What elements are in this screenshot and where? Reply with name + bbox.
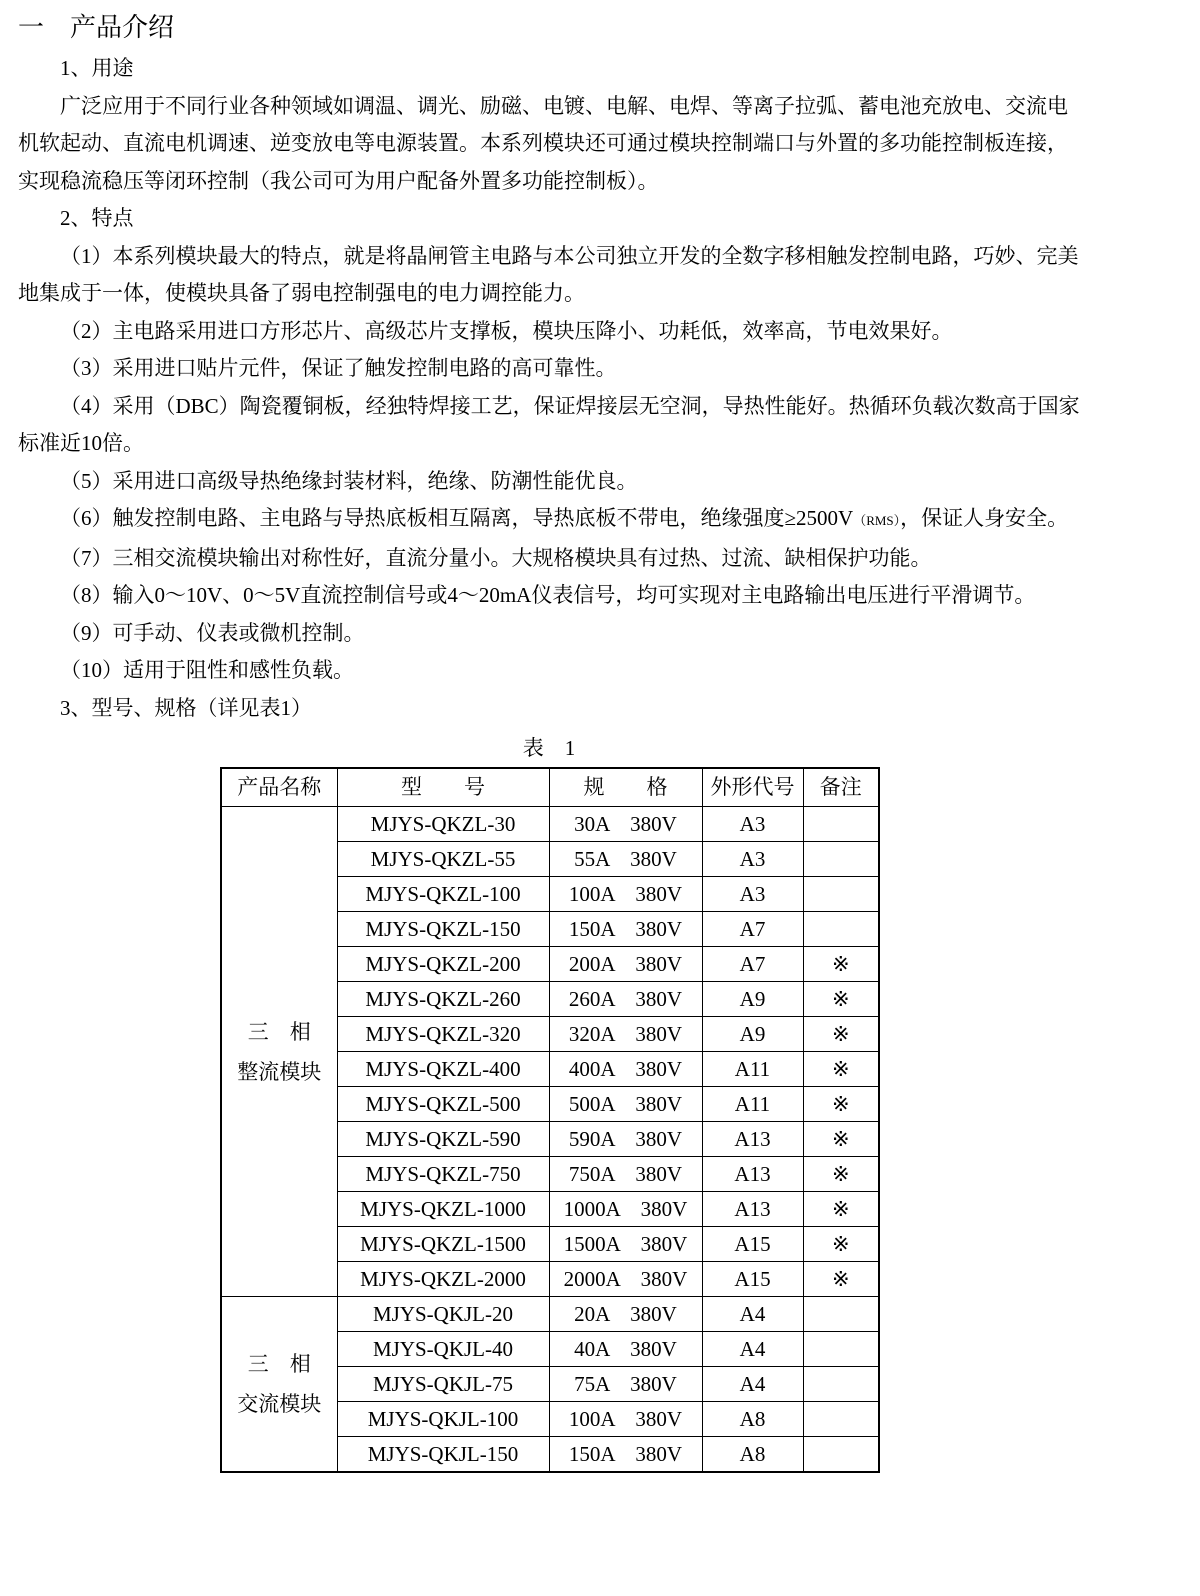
outline-code-cell: A9 bbox=[702, 982, 803, 1017]
spec-cell: 1000A 380V bbox=[549, 1192, 702, 1227]
model-cell: MJYS-QKZL-2000 bbox=[337, 1262, 549, 1297]
note-cell: ※ bbox=[803, 1017, 879, 1052]
spec-cell: 30A 380V bbox=[549, 807, 702, 842]
note-cell: ※ bbox=[803, 1087, 879, 1122]
note-cell: ※ bbox=[803, 947, 879, 982]
feature-item-5: （5）采用进口高级导热绝缘封装材料，绝缘、防潮性能优良。 bbox=[60, 468, 638, 493]
model-cell: MJYS-QKJL-40 bbox=[337, 1332, 549, 1367]
spec-cell: 75A 380V bbox=[549, 1367, 702, 1402]
spec-cell: 750A 380V bbox=[549, 1157, 702, 1192]
model-cell: MJYS-QKJL-75 bbox=[337, 1367, 549, 1402]
col-header-spec: 规 格 bbox=[549, 768, 702, 807]
outline-code-cell: A8 bbox=[702, 1437, 803, 1473]
note-cell: ※ bbox=[803, 1052, 879, 1087]
outline-code-cell: A8 bbox=[702, 1402, 803, 1437]
spec-cell: 320A 380V bbox=[549, 1017, 702, 1052]
note-cell bbox=[803, 842, 879, 877]
spec-table bbox=[220, 767, 880, 1473]
note-cell bbox=[803, 1367, 879, 1402]
feature-item-10: （10）适用于阻性和感性负载。 bbox=[60, 658, 354, 682]
spec-cell: 20A 380V bbox=[549, 1297, 702, 1332]
subheading-usage: 1、用途 bbox=[60, 56, 134, 80]
product-group-name: 三 相 整流模块 bbox=[221, 807, 337, 1297]
table-caption: 表 1 bbox=[522, 736, 576, 760]
feature-item-9: （9）可手动、仪表或微机控制。 bbox=[60, 620, 365, 645]
outline-code-cell: A4 bbox=[702, 1332, 803, 1367]
note-cell bbox=[803, 1297, 879, 1332]
table-row bbox=[221, 1297, 879, 1332]
spec-cell: 2000A 380V bbox=[549, 1262, 702, 1297]
model-cell: MJYS-QKZL-30 bbox=[337, 807, 549, 842]
col-header-model: 型 号 bbox=[337, 768, 549, 807]
subheading-models: 3、型号、规格（详见表1） bbox=[60, 695, 312, 720]
usage-paragraph: 广泛应用于不同行业各种领域如调温、调光、励磁、电镀、电解、电焊、等离子拉弧、蓄电池充放电、交流电机软起动、直流电机调速、逆变放电等电源装置。本系列模块还可通过模块控制端口与外置的多功能控制板连接，实现稳流稳压等闭环控制（我公司可为用户配备外置多功能控制板）。 bbox=[18, 93, 1068, 193]
col-header-outline-code: 外形代号 bbox=[702, 768, 803, 807]
model-cell: MJYS-QKZL-590 bbox=[337, 1122, 549, 1157]
model-cell: MJYS-QKJL-100 bbox=[337, 1402, 549, 1437]
outline-code-cell: A11 bbox=[702, 1052, 803, 1087]
spec-cell: 40A 380V bbox=[549, 1332, 702, 1367]
outline-code-cell: A15 bbox=[702, 1227, 803, 1262]
outline-code-cell: A4 bbox=[702, 1297, 803, 1332]
outline-code-cell: A13 bbox=[702, 1157, 803, 1192]
outline-code-cell: A3 bbox=[702, 807, 803, 842]
spec-table-container bbox=[220, 732, 878, 1473]
note-cell bbox=[803, 912, 879, 947]
note-cell bbox=[803, 1402, 879, 1437]
section-heading: 一 产品介绍 bbox=[18, 13, 175, 42]
spec-cell: 55A 380V bbox=[549, 842, 702, 877]
feature-6-text: （6）触发控制电路、主电路与导热底板相互隔离，导热底板不带电，绝缘强度≥2500V bbox=[60, 506, 854, 530]
spec-cell: 100A 380V bbox=[549, 1402, 702, 1437]
outline-code-cell: A4 bbox=[702, 1367, 803, 1402]
product-group-name: 三 相 交流模块 bbox=[221, 1297, 337, 1473]
outline-code-cell: A13 bbox=[702, 1192, 803, 1227]
outline-code-cell: A9 bbox=[702, 1017, 803, 1052]
note-cell: ※ bbox=[803, 1227, 879, 1262]
feature-item-7: （7）三相交流模块输出对称性好，直流分量小。大规格模块具有过热、过流、缺相保护功能。 bbox=[60, 545, 932, 570]
model-cell: MJYS-QKZL-1000 bbox=[337, 1192, 549, 1227]
outline-code-cell: A3 bbox=[702, 842, 803, 877]
spec-cell: 400A 380V bbox=[549, 1052, 702, 1087]
feature-item-6 bbox=[18, 500, 1088, 540]
spec-cell: 200A 380V bbox=[549, 947, 702, 982]
table-header-row bbox=[221, 768, 879, 807]
table-row bbox=[221, 807, 879, 842]
col-header-product-name: 产品名称 bbox=[221, 768, 337, 807]
outline-code-cell: A11 bbox=[702, 1087, 803, 1122]
outline-code-cell: A15 bbox=[702, 1262, 803, 1297]
feature-item-1: （1）本系列模块最大的特点，就是将晶闸管主电路与本公司独立开发的全数字移相触发控制电路，巧妙、完美地集成于一体，使模块具备了弱电控制强电的电力调控能力。 bbox=[18, 243, 1079, 305]
model-cell: MJYS-QKJL-20 bbox=[337, 1297, 549, 1332]
model-cell: MJYS-QKJL-150 bbox=[337, 1437, 549, 1473]
outline-code-cell: A13 bbox=[702, 1122, 803, 1157]
feature-item-3: （3）采用进口贴片元件，保证了触发控制电路的高可靠性。 bbox=[60, 356, 617, 380]
spec-cell: 150A 380V bbox=[549, 1437, 702, 1473]
spec-cell: 590A 380V bbox=[549, 1122, 702, 1157]
outline-code-cell: A7 bbox=[702, 947, 803, 982]
spec-table-body bbox=[221, 807, 879, 1473]
note-cell: ※ bbox=[803, 1192, 879, 1227]
rms-subscript: （RMS） bbox=[853, 513, 901, 528]
note-cell bbox=[803, 807, 879, 842]
note-cell: ※ bbox=[803, 1262, 879, 1297]
model-cell: MJYS-QKZL-260 bbox=[337, 982, 549, 1017]
note-cell bbox=[803, 1332, 879, 1367]
spec-cell: 150A 380V bbox=[549, 912, 702, 947]
model-cell: MJYS-QKZL-100 bbox=[337, 877, 549, 912]
feature-item-4: （4）采用（DBC）陶瓷覆铜板，经独特焊接工艺，保证焊接层无空洞，导热性能好。热循环负载次数高于国家标准近10倍。 bbox=[18, 393, 1080, 455]
feature-item-2: （2）主电路采用进口方形芯片、高级芯片支撑板，模块压降小、功耗低，效率高，节电效果好。 bbox=[60, 318, 953, 343]
note-cell bbox=[803, 877, 879, 912]
model-cell: MJYS-QKZL-400 bbox=[337, 1052, 549, 1087]
model-cell: MJYS-QKZL-320 bbox=[337, 1017, 549, 1052]
spec-cell: 100A 380V bbox=[549, 877, 702, 912]
model-cell: MJYS-QKZL-1500 bbox=[337, 1227, 549, 1262]
note-cell: ※ bbox=[803, 982, 879, 1017]
model-cell: MJYS-QKZL-750 bbox=[337, 1157, 549, 1192]
note-cell: ※ bbox=[803, 1157, 879, 1192]
model-cell: MJYS-QKZL-500 bbox=[337, 1087, 549, 1122]
model-cell: MJYS-QKZL-150 bbox=[337, 912, 549, 947]
spec-cell: 260A 380V bbox=[549, 982, 702, 1017]
feature-6-text-end: ，保证人身安全。 bbox=[900, 506, 1069, 530]
spec-cell: 500A 380V bbox=[549, 1087, 702, 1122]
subheading-features: 2、特点 bbox=[60, 206, 134, 230]
outline-code-cell: A3 bbox=[702, 877, 803, 912]
note-cell: ※ bbox=[803, 1122, 879, 1157]
model-cell: MJYS-QKZL-200 bbox=[337, 947, 549, 982]
feature-item-8: （8）输入0～10V、0～5V直流控制信号或4～20mA仪表信号，均可实现对主电路输出电压进行平滑调节。 bbox=[60, 583, 1036, 607]
note-cell bbox=[803, 1437, 879, 1473]
spec-cell: 1500A 380V bbox=[549, 1227, 702, 1262]
model-cell: MJYS-QKZL-55 bbox=[337, 842, 549, 877]
outline-code-cell: A7 bbox=[702, 912, 803, 947]
col-header-note: 备注 bbox=[803, 768, 879, 807]
